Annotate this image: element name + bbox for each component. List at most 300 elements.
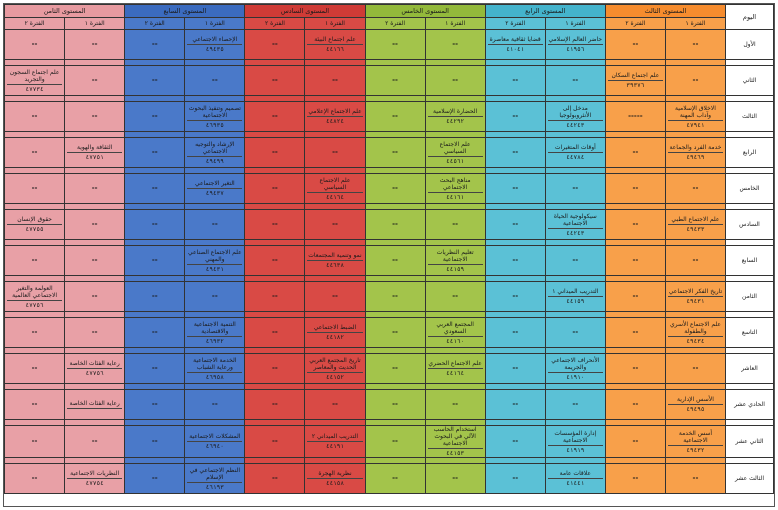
course-name: الاخلاق الإسلامية وآداب المهنة (668, 105, 723, 121)
course-cell[interactable] (65, 318, 125, 348)
course-cell[interactable] (125, 318, 185, 348)
empty-slot-dash: -- (272, 112, 278, 120)
course-name: التنمية الاجتماعية والاقتصادية (187, 321, 242, 337)
course-cell[interactable] (65, 30, 125, 60)
course-cell[interactable] (485, 390, 545, 420)
course-name: حقوق الإنسان (7, 216, 62, 225)
course-cell[interactable] (65, 354, 125, 384)
level-header-5: المستوى الخامس (365, 5, 485, 18)
course-cell[interactable] (365, 464, 425, 494)
course-cell[interactable] (365, 210, 425, 240)
course-cell[interactable] (485, 282, 545, 312)
course-cell[interactable] (665, 282, 725, 312)
course-name: علم الاجتماع الصناعي والمهني (187, 248, 242, 263)
course-cell[interactable] (425, 464, 485, 494)
course-cell[interactable] (5, 66, 65, 96)
course-cell[interactable] (125, 246, 185, 276)
course-cell[interactable] (545, 426, 605, 458)
empty-slot-dash: -- (332, 292, 338, 300)
empty-slot-dash: -- (151, 328, 158, 336)
empty-slot-dash: -- (512, 328, 519, 336)
empty-slot-dash: -- (91, 40, 98, 48)
course-cell[interactable] (605, 30, 665, 60)
course-cell[interactable] (185, 210, 245, 240)
course-name: علم اجتماع السجون والتجريد (7, 69, 62, 85)
empty-slot-dash: -- (272, 292, 278, 300)
course-cell[interactable] (185, 318, 245, 348)
period2-header: الفترة ٢ (5, 18, 65, 30)
course-cell[interactable] (245, 426, 305, 458)
course-cell[interactable] (65, 246, 125, 276)
table-row (5, 210, 774, 240)
course-cell[interactable] (305, 174, 365, 204)
empty-slot-dash: -- (512, 364, 519, 372)
course-cell[interactable] (305, 282, 365, 312)
period1-header: الفترة ١ (545, 18, 605, 30)
course-cell[interactable] (5, 138, 65, 168)
course-cell[interactable] (305, 138, 365, 168)
course-cell[interactable] (5, 246, 65, 276)
course-name: الثقافة والهوية (67, 144, 122, 153)
course-name: إدارة المؤسسات الاجتماعية (548, 430, 603, 446)
course-cell[interactable] (125, 390, 185, 420)
table-row (5, 102, 774, 132)
course-cell[interactable] (365, 102, 425, 132)
level-header-8: المستوى الثامن (5, 5, 125, 18)
empty-slot-dash: -- (392, 184, 398, 192)
course-cell[interactable] (305, 354, 365, 384)
course-cell[interactable] (365, 318, 425, 348)
course-cell[interactable] (485, 138, 545, 168)
course-cell[interactable] (665, 174, 725, 204)
day-cell: السابع (726, 246, 774, 276)
table-row (5, 390, 774, 420)
course-cell[interactable] (665, 30, 725, 60)
empty-slot-dash: -- (632, 184, 639, 192)
day-cell: الأول (726, 30, 774, 60)
course-name: رعاية الفئات الخاصة (67, 360, 122, 369)
course-cell[interactable] (185, 246, 245, 276)
empty-slot-dash: -- (452, 474, 459, 482)
empty-slot-dash: -- (151, 364, 158, 372)
course-cell[interactable] (425, 390, 485, 420)
course-code: ٤٩٤٣٧ (205, 190, 224, 197)
course-cell[interactable] (65, 282, 125, 312)
course-code: ٤٩٤٣١ (686, 298, 705, 305)
course-cell[interactable] (125, 464, 185, 494)
course-name: أوقات المتغيرات (548, 144, 603, 153)
period2-header: الفترة ٢ (125, 18, 185, 30)
course-cell[interactable] (665, 354, 725, 384)
course-cell[interactable] (365, 390, 425, 420)
course-cell[interactable] (485, 464, 545, 494)
course-name: الحضارة الإسلامية (428, 108, 483, 117)
course-cell[interactable] (665, 210, 725, 240)
course-cell[interactable] (605, 354, 665, 384)
course-name: رعاية الفئات الخاصة (67, 400, 122, 409)
course-cell[interactable] (365, 354, 425, 384)
course-code: ٤١٩١٠ (566, 373, 585, 381)
course-name: علم الاجتماع الأسري والطفولة (668, 321, 723, 337)
course-cell[interactable] (185, 390, 245, 420)
course-cell[interactable] (185, 282, 245, 312)
level-header-3: المستوى الثالث (605, 5, 725, 18)
course-code: ٤٤٥٦١ (446, 157, 465, 165)
course-cell[interactable] (605, 282, 665, 312)
course-code: ٤٤١٦٤ (446, 370, 465, 377)
day-header: اليوم (726, 5, 774, 30)
course-cell[interactable] (305, 102, 365, 132)
course-name: علم اجتماع البيئة (307, 36, 362, 45)
course-cell[interactable] (545, 354, 605, 384)
empty-slot-dash: -- (392, 437, 398, 445)
day-cell: الخامس (726, 174, 774, 204)
course-cell[interactable] (605, 464, 665, 494)
level-header-4: المستوى الرابع (485, 5, 605, 18)
course-cell[interactable] (365, 426, 425, 458)
course-cell[interactable] (365, 138, 425, 168)
empty-slot-dash: -- (392, 364, 398, 372)
period1-header: الفترة ١ (185, 18, 245, 30)
empty-slot-dash: -- (632, 474, 639, 482)
course-cell[interactable] (545, 102, 605, 132)
empty-slot-dash: -- (692, 40, 699, 48)
day-cell: السادس (726, 210, 774, 240)
course-cell[interactable] (65, 102, 125, 132)
course-cell[interactable] (185, 102, 245, 132)
empty-slot-dash: -- (452, 40, 459, 48)
course-cell[interactable] (665, 102, 725, 132)
period1-header: الفترة ١ (305, 18, 365, 30)
course-cell[interactable] (305, 30, 365, 60)
course-cell[interactable] (245, 390, 305, 420)
period2-header: الفترة ٢ (365, 18, 425, 30)
course-cell[interactable] (245, 138, 305, 168)
course-cell[interactable] (365, 66, 425, 96)
course-cell[interactable] (365, 174, 425, 204)
course-name: استخدام الحاسب الآلي في البحوث الاجتماعية (428, 426, 483, 449)
empty-slot-dash: -- (332, 400, 338, 408)
course-cell[interactable] (425, 30, 485, 60)
day-cell: الرابع (726, 138, 774, 168)
course-cell[interactable] (425, 210, 485, 240)
course-cell[interactable] (305, 390, 365, 420)
course-cell[interactable] (425, 66, 485, 96)
course-cell[interactable] (185, 174, 245, 204)
empty-slot-dash: -- (151, 474, 158, 482)
empty-slot-dash: -- (512, 184, 519, 192)
course-cell[interactable] (5, 282, 65, 312)
course-cell[interactable] (125, 30, 185, 60)
course-code: ٤٤٢٤٣ (566, 121, 585, 129)
empty-slot-dash: -- (692, 364, 699, 372)
course-code: ٤٤١٦٤ (325, 193, 345, 201)
empty-slot-dash: -- (211, 220, 218, 228)
course-cell[interactable] (5, 174, 65, 204)
course-cell[interactable] (245, 318, 305, 348)
course-cell[interactable] (245, 282, 305, 312)
empty-slot-dash: -- (91, 437, 98, 445)
empty-slot-dash: -- (332, 148, 338, 156)
course-cell[interactable] (545, 390, 605, 420)
empty-slot-dash: -- (392, 220, 398, 228)
course-code: ٤٩٤٣٤ (686, 337, 705, 345)
course-code: ٤٤١٦٠ (446, 337, 465, 345)
course-cell[interactable] (665, 464, 725, 494)
course-cell[interactable] (485, 426, 545, 458)
course-cell[interactable] (65, 138, 125, 168)
empty-slot-dash: -- (272, 40, 278, 48)
course-code: ٤٤١٥٨ (325, 480, 345, 487)
course-cell[interactable] (545, 246, 605, 276)
course-cell[interactable] (305, 318, 365, 348)
table-row (5, 246, 774, 276)
empty-slot-dash: -- (272, 328, 278, 336)
course-cell[interactable] (5, 210, 65, 240)
course-cell[interactable] (245, 102, 305, 132)
course-cell[interactable] (365, 246, 425, 276)
course-cell[interactable] (485, 354, 545, 384)
empty-slot-dash: -- (151, 184, 158, 192)
course-name: التدريب الميداني ١ (548, 288, 603, 297)
course-cell[interactable] (125, 66, 185, 96)
course-name: علم الاجتماع الإعلامي (308, 108, 362, 115)
empty-slot-dash: -- (632, 400, 639, 408)
empty-slot-dash: -- (272, 76, 278, 84)
course-cell[interactable] (545, 282, 605, 312)
empty-slot-dash: -- (211, 400, 218, 408)
course-cell[interactable] (545, 174, 605, 204)
course-cell[interactable] (365, 282, 425, 312)
course-cell[interactable] (5, 354, 65, 384)
course-cell[interactable] (125, 282, 185, 312)
period2-header: الفترة ٢ (245, 18, 305, 30)
course-cell[interactable] (65, 426, 125, 458)
course-cell[interactable] (245, 354, 305, 384)
course-cell[interactable] (545, 464, 605, 494)
course-cell[interactable] (485, 102, 545, 132)
course-cell[interactable] (425, 282, 485, 312)
course-cell[interactable] (185, 30, 245, 60)
empty-slot-dash: -- (632, 220, 639, 228)
course-cell[interactable] (125, 102, 185, 132)
course-cell[interactable] (605, 210, 665, 240)
course-cell[interactable] (665, 318, 725, 348)
course-cell[interactable] (5, 390, 65, 420)
course-code: ٤٦٩٤٠ (205, 443, 224, 450)
course-cell[interactable] (65, 210, 125, 240)
course-cell[interactable] (605, 246, 665, 276)
course-cell[interactable] (125, 354, 185, 384)
course-cell[interactable] (365, 30, 425, 60)
table-row (5, 426, 774, 458)
empty-slot-dash: -- (151, 148, 158, 156)
course-code: ٤٩٤٣٣ (686, 226, 705, 233)
course-cell[interactable] (125, 174, 185, 204)
empty-slot-dash: -- (452, 220, 459, 228)
course-cell[interactable] (65, 174, 125, 204)
course-cell[interactable] (485, 66, 545, 96)
empty-slot-dash: -- (572, 76, 579, 84)
course-code: ٤٩٤٣١ (205, 265, 224, 273)
empty-slot-dash: -- (91, 112, 98, 120)
course-cell[interactable] (545, 318, 605, 348)
table-row (5, 354, 774, 384)
course-cell[interactable] (605, 102, 665, 132)
table-row (5, 282, 774, 312)
course-cell[interactable] (65, 66, 125, 96)
course-cell[interactable] (245, 30, 305, 60)
course-cell[interactable] (5, 318, 65, 348)
course-cell[interactable] (65, 390, 125, 420)
timetable-grid (4, 4, 774, 494)
course-cell[interactable] (485, 246, 545, 276)
course-cell[interactable] (185, 354, 245, 384)
course-cell[interactable] (425, 102, 485, 132)
empty-slot-dash: -- (452, 400, 459, 408)
course-cell[interactable] (605, 318, 665, 348)
empty-slot-dash: -- (31, 256, 38, 264)
empty-slot-dash: -- (512, 220, 519, 228)
course-cell[interactable] (5, 464, 65, 494)
course-cell[interactable] (425, 138, 485, 168)
course-cell[interactable] (305, 66, 365, 96)
empty-slot-dash: -- (392, 292, 398, 300)
empty-slot-dash: -- (392, 148, 398, 156)
course-code: ٤٤٢٩٢ (446, 118, 465, 125)
course-cell[interactable] (485, 174, 545, 204)
course-cell[interactable] (65, 464, 125, 494)
course-code: ٤٩٤٩٩ (205, 157, 224, 165)
empty-slot-dash: -- (91, 292, 98, 300)
course-name: مدخل إلى الأنثروبولوجيا (548, 105, 603, 121)
course-name: قضايا ثقافية معاصرة (489, 36, 541, 43)
course-name: مناهج البحث الاجتماعي (428, 177, 483, 193)
course-code: ٤٩٤٦٩ (686, 154, 705, 161)
course-cell[interactable] (305, 210, 365, 240)
course-code: ٤١٩١٩ (566, 446, 585, 454)
course-name: نظرية الهجرة (307, 470, 362, 479)
empty-slot-dash: -- (512, 256, 519, 264)
empty-slot-dash: -- (91, 184, 98, 192)
course-cell[interactable] (545, 210, 605, 240)
course-name: الأسس الإدارية (668, 396, 723, 405)
course-code: ٤٦٩٣٥ (205, 121, 224, 129)
course-cell[interactable] (245, 66, 305, 96)
empty-slot-dash: -- (692, 256, 699, 264)
empty-slot-dash: -- (632, 292, 639, 300)
course-cell[interactable] (665, 66, 725, 96)
course-cell[interactable] (185, 66, 245, 96)
course-cell[interactable] (545, 138, 605, 168)
course-code: ٤٤٦٣٨ (325, 262, 345, 269)
course-name: علاقات عامة (548, 470, 603, 479)
course-cell[interactable] (245, 174, 305, 204)
course-code: ٤٦١٩٣ (205, 483, 224, 491)
empty-slot-dash: -- (332, 220, 338, 228)
period-header-row (5, 18, 774, 30)
course-cell[interactable] (545, 30, 605, 60)
course-cell[interactable] (245, 464, 305, 494)
course-code: ٤٩٤٣٢ (686, 446, 705, 454)
course-code: ٤٤٧٨٤ (566, 154, 585, 161)
empty-slot-dash: -- (151, 76, 158, 84)
course-cell[interactable] (125, 426, 185, 458)
course-code: ٤٤١٦١ (446, 193, 465, 201)
course-cell[interactable] (5, 102, 65, 132)
empty-slot-dash: -- (151, 437, 158, 445)
course-cell[interactable] (125, 138, 185, 168)
course-cell[interactable] (485, 30, 545, 60)
course-code: ٤٤١٦٦ (325, 46, 345, 53)
course-cell[interactable] (485, 210, 545, 240)
course-name: تاريخ المجتمع العربي الحديث والمعاصر (309, 356, 361, 371)
course-cell[interactable] (665, 138, 725, 168)
empty-slot-dash: -- (632, 364, 639, 372)
course-name: حاضر العالم الإسلامي (548, 36, 603, 43)
course-cell[interactable] (5, 30, 65, 60)
course-cell[interactable] (125, 210, 185, 240)
empty-slot-dash: -- (151, 112, 158, 120)
course-cell[interactable] (305, 464, 365, 494)
course-cell[interactable] (425, 174, 485, 204)
empty-slot-dash: -- (272, 474, 278, 482)
course-cell[interactable] (185, 138, 245, 168)
empty-slot-dash: -- (632, 40, 639, 48)
period1-header: الفترة ١ (665, 18, 725, 30)
course-cell[interactable] (425, 354, 485, 384)
course-cell[interactable] (5, 426, 65, 458)
course-cell[interactable] (305, 426, 365, 458)
course-cell[interactable] (425, 318, 485, 348)
empty-slot-dash: -- (91, 328, 98, 336)
course-cell[interactable] (185, 426, 245, 458)
course-cell[interactable] (425, 246, 485, 276)
course-cell[interactable] (605, 138, 665, 168)
course-name: علم الاجتماع السياسي (428, 141, 483, 157)
course-name: العولمة والتغير الاجتماعي العالمية (7, 285, 62, 301)
level-header-6: المستوى السادس (245, 5, 365, 18)
course-cell[interactable] (185, 464, 245, 494)
course-name: المجتمع العربي السعودي (428, 321, 483, 337)
course-cell[interactable] (605, 390, 665, 420)
course-cell[interactable] (545, 66, 605, 96)
empty-slot-dash: -- (272, 400, 278, 408)
course-cell[interactable] (665, 390, 725, 420)
course-cell[interactable] (485, 318, 545, 348)
empty-slot-dash: -- (91, 76, 98, 84)
empty-slot-dash: -- (512, 474, 519, 482)
course-code: ٤١٠٤١ (506, 46, 525, 53)
course-cell[interactable] (605, 174, 665, 204)
course-name: علم الاجتماع الطبي (668, 216, 723, 225)
course-code: ٤٩٤٩٥ (686, 406, 705, 413)
empty-slot-dash: -- (272, 437, 278, 445)
course-cell[interactable] (605, 66, 665, 96)
empty-slot-dash: -- (272, 220, 278, 228)
course-cell[interactable] (665, 246, 725, 276)
empty-slot-dash: -- (512, 437, 519, 445)
course-cell[interactable] (245, 210, 305, 240)
course-cell[interactable] (305, 246, 365, 276)
course-name: تاريخ الفكر الاجتماعي (668, 288, 723, 295)
course-name: الأنحراف الاجتماعي والجريمة (548, 357, 603, 373)
course-cell[interactable] (665, 426, 725, 458)
level-header-7: المستوى السابع (125, 5, 245, 18)
course-cell[interactable] (245, 246, 305, 276)
course-cell[interactable] (425, 426, 485, 458)
course-cell[interactable] (605, 426, 665, 458)
